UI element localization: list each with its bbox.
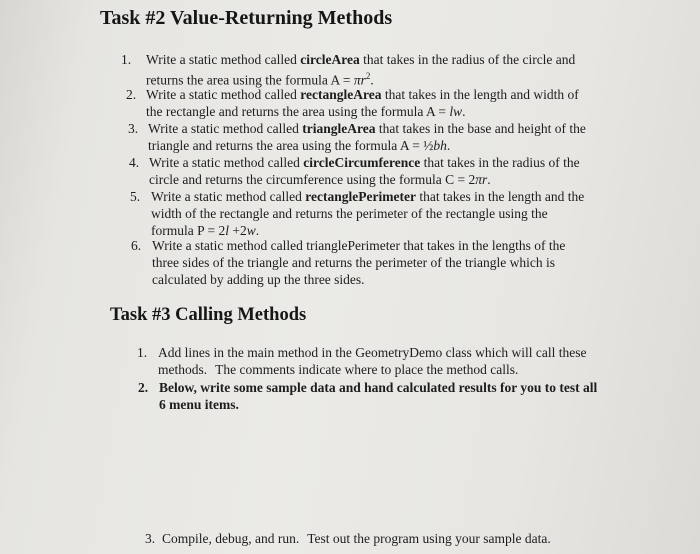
task3-item-3 [145, 530, 665, 547]
item-text: +2 [229, 223, 247, 238]
item-text: 6 menu items. [159, 397, 239, 412]
item-text: triangle and returns the area using the formula A = ½ [148, 138, 434, 153]
item-text: Write a static method called [146, 87, 301, 102]
item-text: returns the area using the formula A = [146, 72, 354, 88]
item-text: Write a static method called [146, 52, 301, 67]
task3-heading: Task #3 Calling Methods [110, 305, 307, 325]
formula: l [225, 223, 229, 238]
method-name-triangleArea: triangleArea [302, 121, 376, 136]
item-text: . [255, 223, 260, 238]
task2-item-4 [129, 154, 669, 188]
item-number: 1. [121, 52, 132, 67]
method-name-rectanglePerimeter: rectanglePerimeter [305, 189, 416, 204]
item-text: that takes in the base and height of the [375, 121, 586, 136]
item-number: 2. [126, 87, 137, 102]
item-text: Below, write some sample data and hand calculated results for you to test all [159, 380, 598, 395]
item-number: 5. [130, 189, 141, 204]
item-text: Compile, debug, and run. [162, 531, 300, 546]
item-text: Test out the program using your sample data. [307, 531, 551, 546]
formula: πr [475, 172, 488, 187]
item-text: Add lines in the main method in the GeometryDemo class which will call these [158, 345, 587, 360]
method-name-circleCircumference: circleCircumference [303, 155, 421, 170]
item-text: The comments indicate where to place the method calls. [215, 362, 519, 377]
item-text: that takes in the length and the [415, 189, 585, 204]
task2-item-5 [130, 188, 670, 239]
item-number: 1. [137, 345, 148, 360]
task2-item-1 [121, 51, 661, 89]
item-text: . [446, 138, 451, 153]
method-name-rectangleArea: rectangleArea [300, 87, 382, 102]
item-text: . [462, 104, 466, 119]
task2-heading: Task #2 Value-Returning Methods [100, 7, 393, 29]
formula-exponent: 2 [365, 71, 371, 81]
item-text: Write a static method called [151, 189, 306, 204]
item-text: formula P = 2 [151, 223, 226, 238]
task2-item-2 [126, 86, 666, 120]
item-number: 2. [138, 380, 149, 395]
method-name-circleArea: circleArea [300, 52, 360, 67]
item-text: . [370, 72, 374, 88]
item-text: the rectangle and returns the area using the formula A = [146, 104, 450, 119]
task3-item-1 [137, 344, 657, 378]
item-number: 4. [129, 155, 140, 170]
formula: bh [433, 138, 447, 153]
item-number: 3. [128, 121, 139, 136]
item-number: 3. [145, 531, 156, 546]
formula: πr [353, 72, 366, 88]
task2-item-6 [131, 237, 671, 288]
item-text: methods. [158, 362, 208, 377]
item-text: that takes in the radius of the [420, 155, 580, 170]
item-number: 6. [131, 238, 142, 253]
item-text: Write a static method called [148, 121, 303, 136]
formula: lw [449, 104, 463, 119]
task3-item-2 [138, 379, 658, 413]
item-text: . [487, 172, 491, 187]
item-text: that takes in the length and width of [381, 87, 579, 102]
formula: w [246, 223, 256, 238]
item-text: calculated by adding up the three sides. [152, 272, 365, 287]
item-text: Write a static method called [149, 155, 304, 170]
item-text: circle and returns the circumference using the formula C = 2 [149, 172, 476, 187]
task2-item-3 [128, 120, 668, 154]
item-text: Write a static method called trianglePerimeter that takes in the lengths of the [152, 238, 566, 253]
item-text: three sides of the triangle and returns the perimeter of the triangle which is [152, 255, 555, 270]
item-text: width of the rectangle and returns the perimeter of the rectangle using the [151, 206, 548, 221]
item-text: that takes in the radius of the circle and [359, 52, 576, 67]
